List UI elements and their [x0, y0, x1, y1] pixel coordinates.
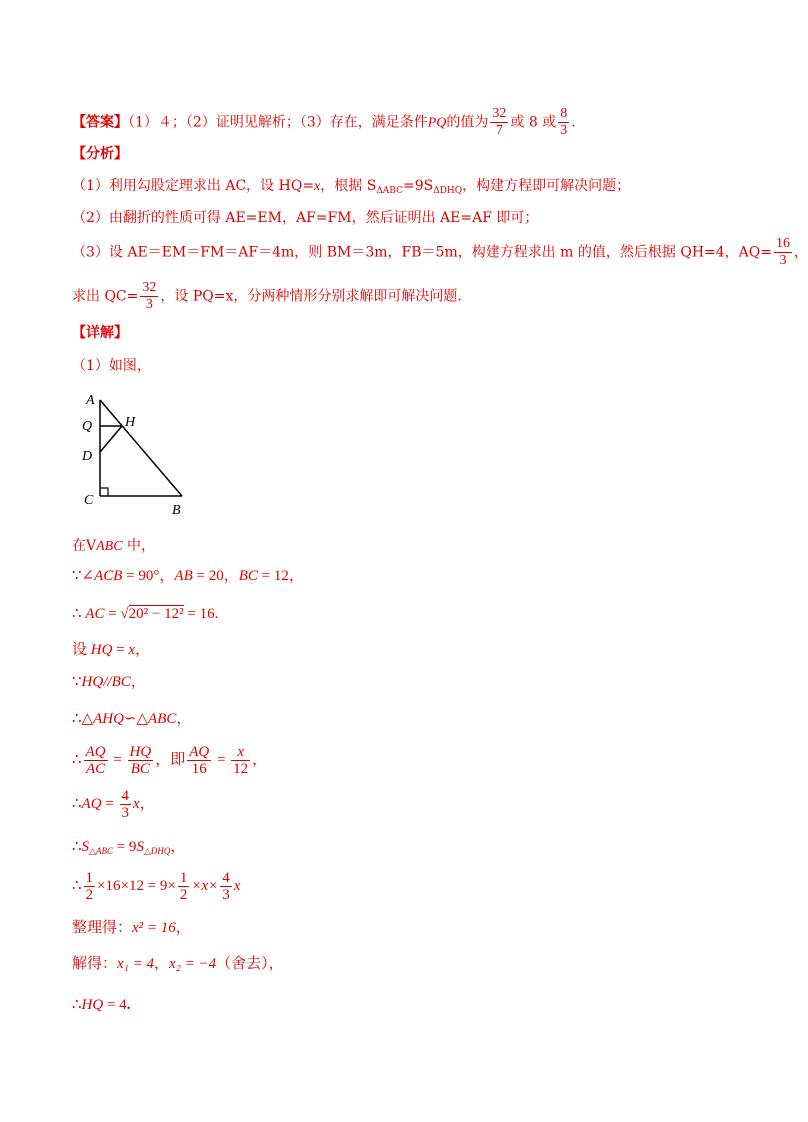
answer-or: 或 8 或 — [510, 114, 557, 131]
label-h: H — [125, 415, 136, 430]
segment-ab — [100, 400, 182, 496]
step-5: ∵HQ//BC， — [72, 674, 146, 690]
answer-mid: 的值为 — [446, 114, 489, 131]
answer-line — [72, 106, 576, 139]
step-4: 设 HQ = x， — [72, 642, 151, 658]
label-a: A — [86, 393, 95, 408]
step-2: ∵∠ACB = 90°，AB = 20，BC = 12， — [72, 568, 304, 584]
step-10: ∴ $\frac{1}{2}$ ×16×12 = 9× $\frac{1}{2}$ ×x× $\frac{4}{3}$ x — [72, 870, 241, 903]
label-q: Q — [82, 419, 93, 434]
analysis-line-4: 求出 QC= $\frac{32}{3}$ ，设 PQ=x，分两种情形分别求解即可解决问题. — [72, 280, 462, 312]
qc-fraction: $\frac{32}{3}$ — [142, 280, 157, 312]
step-1: 在VABC 中， — [72, 538, 156, 554]
answer-fraction-1: $\frac{32}{7}$ — [492, 106, 507, 138]
answer-text: （1）４；（2）证明见解析；（3）存在，满足条件 — [128, 114, 428, 131]
answer-fraction-2: $\frac{8}{3}$ — [560, 106, 568, 138]
analysis-tag: 【分析】 — [72, 146, 128, 162]
segment-dh — [100, 426, 122, 452]
step-3: ∴ AC = √20² − 12² = 16. — [72, 606, 219, 622]
label-c: C — [84, 493, 94, 508]
step-11: 整理得：x² = 16， — [72, 920, 191, 936]
analysis-line-3: （3）设 AE＝EM＝FM＝AF＝4m，则 BM＝3m，FB＝5m，构建方程求出 m 的值，然后根据 QH=4，AQ= $\frac{16}{3}$ ， — [72, 236, 808, 268]
step-6: ∴△AHQ∽△ABC， — [72, 711, 192, 727]
analysis-line-1: （1）利用勾股定理求出 AC，设 HQ=x，根据 $S_{\Delta ABC}=9S_{\Delta DHQ}$，构建方程即可解决问题； — [72, 178, 631, 196]
step-13: ∴HQ = 4. — [72, 997, 131, 1013]
label-d: D — [82, 449, 93, 464]
step-7: ∴ $\frac{AQ}{AC}$ = $\frac{HQ}{BC}$ ，即 $\frac{AQ}{16}$ = $\frac{x}{12}$ ， — [72, 744, 268, 777]
step-8: ∴AQ = $\frac{4}{3}$ x， — [72, 788, 155, 821]
step-9: $\therefore S_{\triangle ABC} = 9S_{\triangle DHQ}$， — [72, 839, 186, 856]
analysis-line-2: （2）由翻折的性质可得 AE=EM，AF=FM，然后证明出 AE=AF 即可； — [72, 210, 539, 226]
right-angle-mark — [100, 488, 108, 496]
answer-tag: 【答案】 — [72, 114, 128, 131]
aq-fraction: $\frac{16}{3}$ — [776, 236, 791, 268]
triangle-figure — [78, 390, 198, 520]
detail-tag: 【详解】 — [72, 325, 128, 341]
label-b: B — [172, 503, 181, 518]
step-12: 解得：x₁ = 4，x₂ = −4（舍去）， — [72, 956, 284, 972]
detail-part1: （1）如图， — [72, 358, 151, 374]
answer-end: . — [571, 114, 576, 131]
answer-var-pq: PQ — [427, 115, 447, 131]
